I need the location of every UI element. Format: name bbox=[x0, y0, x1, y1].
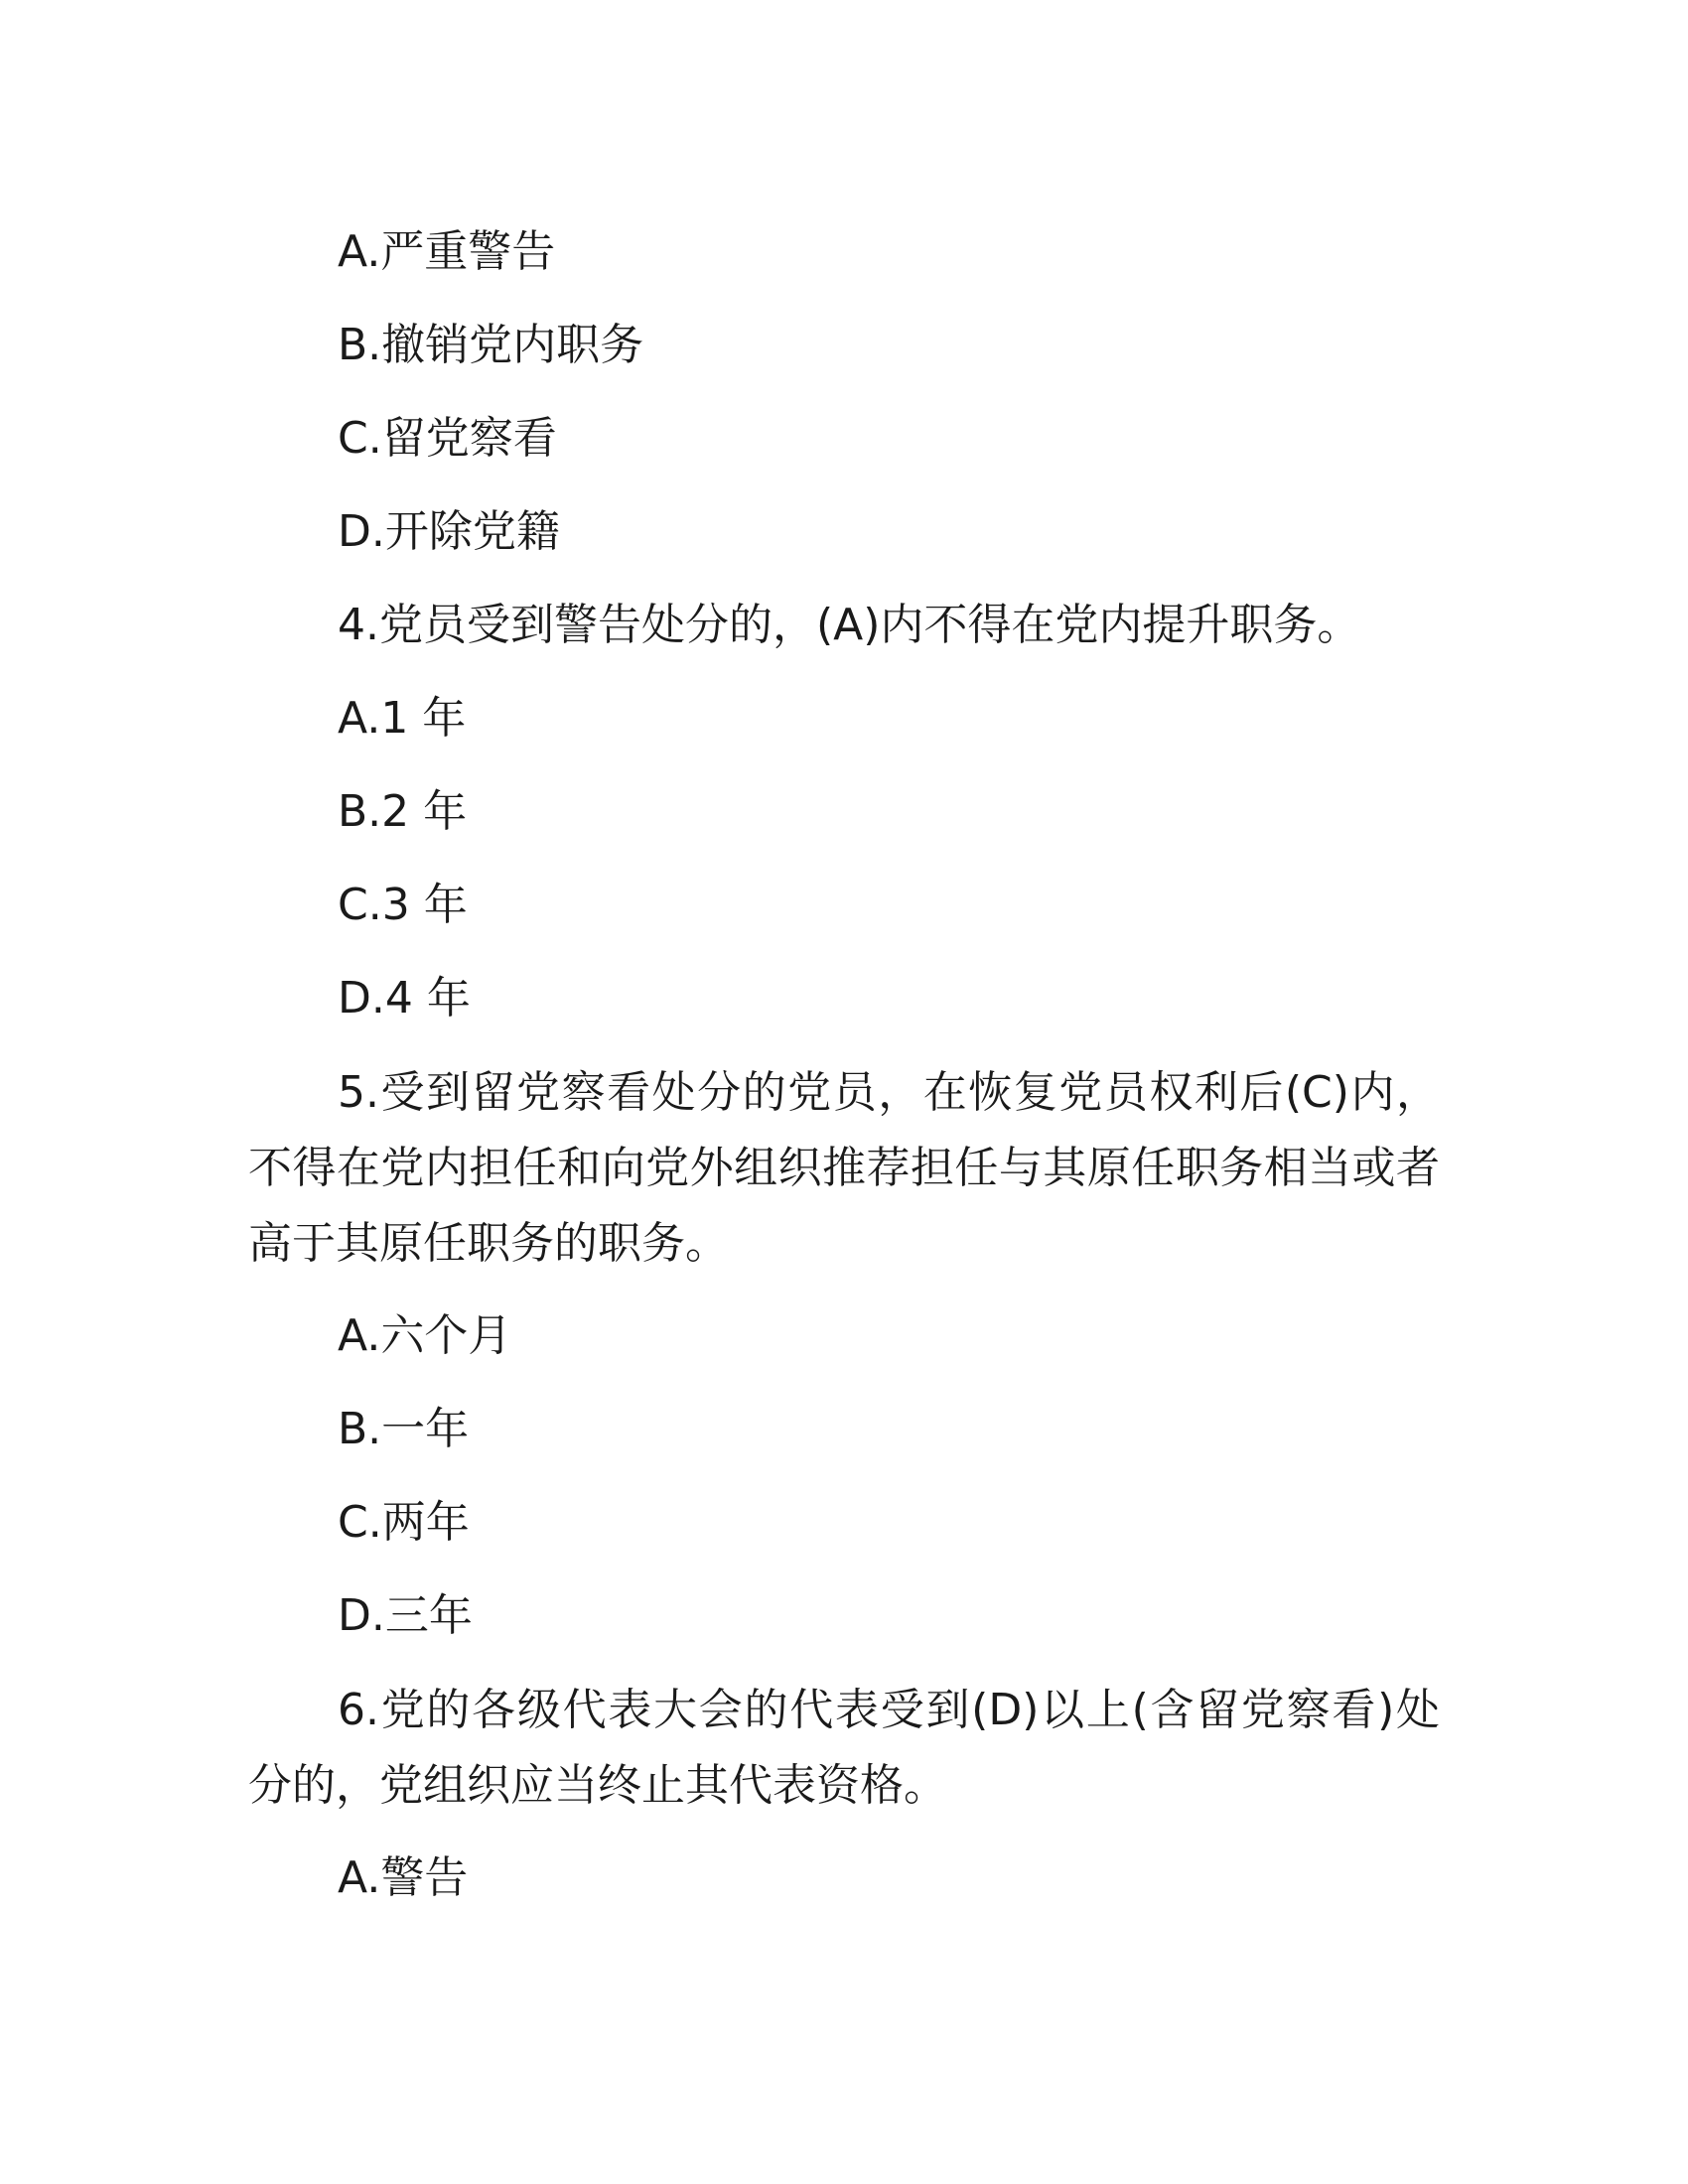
q6-question: 6.党的各级代表大会的代表受到(D)以上(含留党察看)处分的，党组织应当终止其代表资格。 bbox=[248, 1685, 1440, 1811]
q6-option-a: A.警告 bbox=[338, 1852, 469, 1903]
q4-option-a: A.1 年 bbox=[338, 693, 467, 744]
document-body bbox=[248, 205, 1440, 1925]
q3-option-d: D.开除党籍 bbox=[338, 506, 560, 557]
q4-question: 4.党员受到警告处分的，(A)内不得在党内提升职务。 bbox=[338, 600, 1361, 650]
q5-option-b: B.一年 bbox=[338, 1404, 470, 1454]
q3-option-b: B.撤销党内职务 bbox=[338, 320, 644, 370]
q4-option-d: D.4 年 bbox=[338, 973, 471, 1024]
q4-option-b: B.2 年 bbox=[338, 786, 468, 837]
q5-option-d: D.三年 bbox=[338, 1590, 473, 1641]
q4-option-c: C.3 年 bbox=[338, 880, 468, 930]
q3-option-c: C.留党察看 bbox=[338, 413, 557, 464]
q5-question: 5.受到留党察看处分的党员，在恢复党员权利后(C)内，不得在党内担任和向党外组织推荐担任与其原任职务相当或者高于其原任职务的职务。 bbox=[248, 1067, 1440, 1269]
q5-option-a: A.六个月 bbox=[338, 1310, 512, 1361]
q3-option-a: A.严重警告 bbox=[338, 226, 556, 277]
q5-option-c: C.两年 bbox=[338, 1497, 470, 1548]
